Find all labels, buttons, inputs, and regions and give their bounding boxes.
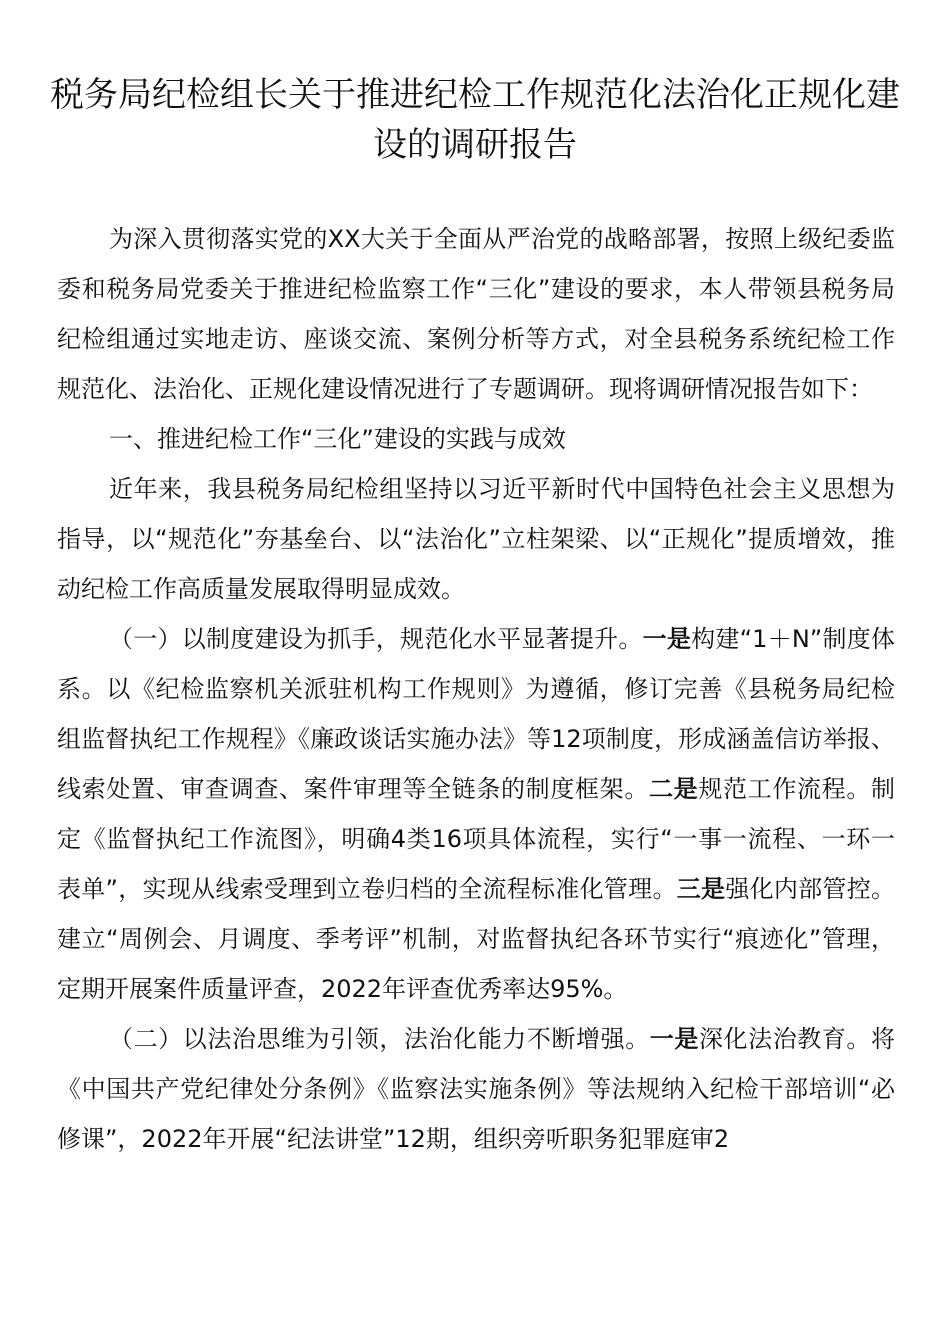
paragraph-text: 构建“1＋N”制度体系。以《纪检监察机关派驻机构工作规则》为遵循，修订完善《县税务局纪检组监督执纪工作规程》《廉政谈话实施办法》等12项制度，形成涵盖信访举报、线索处置、审查调查、案件审理等全链条的制度框架。	[57, 625, 895, 803]
section-heading: 一、推进纪检工作“三化”建设的实践与成效	[109, 425, 566, 453]
paragraph-text: 强化内部管控。建立“周例会、月调度、季考评”机制，对监督执纪各环节实行“痕迹化”管理，定期开展案件质量评查，2022年评查优秀率达95%。	[57, 875, 895, 1003]
keyword-first: 一是	[649, 1025, 699, 1053]
paragraph-institution-building	[57, 614, 895, 1014]
document-body	[57, 214, 895, 1164]
keyword-first: 一是	[642, 625, 692, 653]
paragraph-text: 规范工作流程。制定《监督执纪工作流图》，明确4类16项具体流程，实行“一事一流程、一环一表单”，实现从线索受理到立卷归档的全流程标准化管理。	[57, 775, 896, 903]
paragraph-lead: （一）以制度建设为抓手，规范化水平显著提升。	[109, 625, 643, 653]
document-title: 税务局纪检组长关于推进纪检工作规范化法治化正规化建设的调研报告	[50, 75, 900, 165]
intro-paragraph: 为深入贯彻落实党的XX大关于全面从严治党的战略部署，按照上级纪委监委和税务局党委关于推进纪检监察工作“三化”建设的要求，本人带领县税务局纪检组通过实地走访、座谈交流、案例分析等方式，对全县税务系统纪检工作规范化、法治化、正规化建设情况进行了专题调研。现将调研情况报告如下：	[57, 225, 895, 403]
section-intro-paragraph: 近年来，我县税务局纪检组坚持以习近平新时代中国特色社会主义思想为指导，以“规范化”夯基垒台、以“法治化”立柱架梁、以“正规化”提质增效，推动纪检工作高质量发展取得明显成效。	[57, 475, 895, 603]
paragraph-rule-of-law	[57, 1014, 895, 1164]
keyword-second: 二是	[649, 775, 699, 803]
paragraph-lead: （二）以法治思维为引领，法治化能力不断增强。	[109, 1025, 650, 1053]
keyword-third: 三是	[676, 875, 726, 903]
paragraph-text: 深化法治教育。将《中国共产党纪律处分条例》《监察法实施条例》等法规纳入纪检干部培训“必修课”，2022年开展“纪法讲堂”12期，组织旁听职务犯罪庭审2	[57, 1025, 896, 1153]
